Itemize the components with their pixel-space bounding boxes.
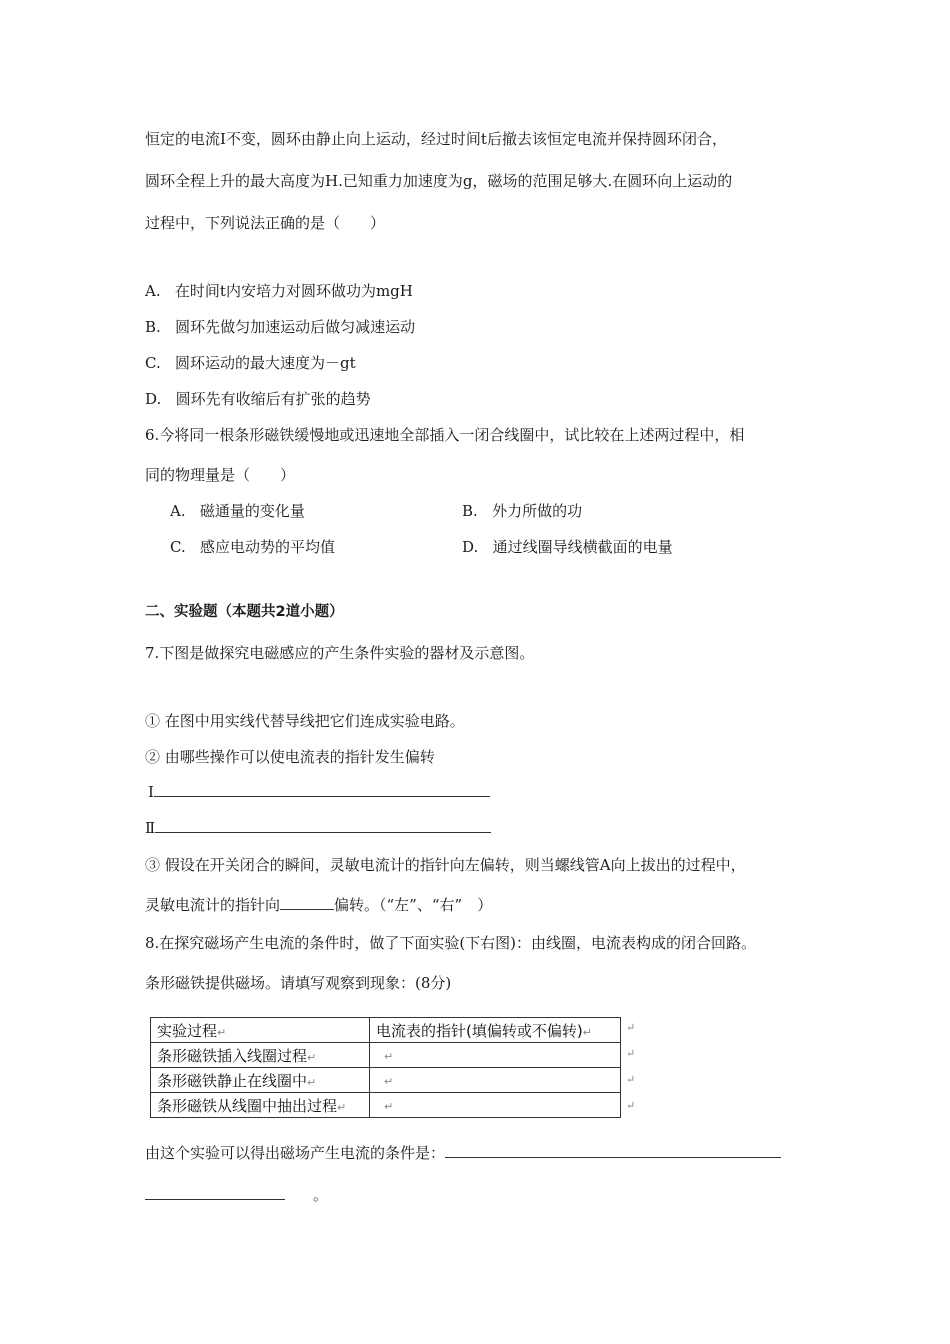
- option-label: B.: [145, 318, 161, 336]
- q5-line-3: 过程中，下列说法正确的是（ ）: [145, 214, 386, 232]
- option-text: 在时间t内安培力对圆环做功为mgH: [174, 282, 413, 300]
- option-label: B.: [462, 502, 478, 520]
- option-label: A.: [145, 282, 161, 300]
- q6-line-2: 同的物理量是（ ）: [145, 466, 296, 484]
- row-end-mark: ↵: [626, 1021, 636, 1034]
- answer-blank[interactable]: [145, 1185, 285, 1200]
- q6-option-c: [170, 536, 335, 557]
- table-answer-cell[interactable]: ↵: [370, 1043, 621, 1068]
- answer-blank[interactable]: [280, 895, 334, 910]
- table-cell: 条形磁铁从线圈中抽出过程↵: [151, 1093, 370, 1118]
- q7-item-1: ① 在图中用实线代替导线把它们连成实验电路。: [145, 712, 465, 730]
- q5-line-2: 圆环全程上升的最大高度为H.已知重力加速度为g，磁场的范围足够大.在圆环向上运动的: [145, 172, 733, 190]
- q5-line-1: 恒定的电流Ⅰ不变，圆环由静止向上运动，经过时间t后撤去该恒定电流并保持圆环闭合，: [145, 130, 727, 148]
- option-label: D.: [145, 390, 162, 408]
- row-end-mark: ↵: [626, 1073, 636, 1086]
- q5-option-c: [145, 352, 356, 373]
- section-heading: 二、实验题（本题共2道小题）: [145, 604, 344, 620]
- option-text: 圆环运动的最大速度为－gt: [175, 354, 356, 372]
- q6-option-b: [462, 500, 582, 521]
- option-label: C.: [145, 354, 161, 372]
- option-label: C.: [170, 538, 186, 556]
- table-row: [151, 1093, 621, 1118]
- row-end-mark: ↵: [626, 1099, 636, 1112]
- blank-label: Ⅱ: [145, 819, 156, 837]
- table-cell: 条形磁铁静止在线圈中↵: [151, 1068, 370, 1093]
- option-text: 磁通量的变化量: [199, 502, 305, 520]
- option-label: A.: [170, 502, 186, 520]
- q6-line-1: 6.今将同一根条形磁铁缓慢地或迅速地全部插入一闭合线圈中，试比较在上述两过程中，相: [145, 426, 745, 444]
- q8-conclusion: [145, 1142, 781, 1163]
- table-answer-cell[interactable]: ↵: [370, 1093, 621, 1118]
- option-label: D.: [462, 538, 479, 556]
- table-row: [151, 1043, 621, 1068]
- q8-line-2: 条形磁铁提供磁场。请填写观察到现象：(8分): [145, 974, 452, 992]
- answer-blank[interactable]: [155, 818, 491, 833]
- q6-option-a: [170, 500, 305, 521]
- table-row: [151, 1068, 621, 1093]
- q5-option-a: [145, 280, 413, 301]
- table-header-row: [151, 1018, 621, 1043]
- row-end-mark: ↵: [626, 1047, 636, 1060]
- q5-option-b: [145, 316, 415, 337]
- q5-option-d: [145, 388, 371, 409]
- answer-blank[interactable]: [445, 1143, 781, 1158]
- blank-label: Ⅰ: [148, 783, 154, 801]
- option-text: 圆环先有收缩后有扩张的趋势: [175, 390, 371, 408]
- q6-option-d: [462, 536, 673, 557]
- table-header-cell: 电流表的指针(填偏转或不偏转)↵: [370, 1018, 621, 1043]
- table-cell: 条形磁铁插入线圈过程↵: [151, 1043, 370, 1068]
- q7-line-1: 7.下图是做探究电磁感应的产生条件实验的器材及示意图。: [145, 644, 535, 662]
- option-text: 圆环先做匀加速运动后做匀减速运动: [175, 318, 416, 336]
- q7-blank-1: [148, 782, 490, 801]
- q7-last-line-b: 偏转。（“左”、“右” ）: [334, 896, 493, 914]
- period-mark: 。: [313, 1186, 329, 1204]
- experiment-table: [150, 1017, 621, 1118]
- q8-conclusion-text: 由这个实验可以得出磁场产生电流的条件是：: [145, 1144, 446, 1162]
- q8-line-1: 8.在探究磁场产生电流的条件时，做了下面实验(下右图)：由线圈，电流表构成的闭合回路。: [145, 934, 757, 952]
- q7-item-3: ③ 假设在开关闭合的瞬间，灵敏电流计的指针向左偏转，则当螺线管A向上拔出的过程中，: [145, 856, 746, 874]
- table-answer-cell[interactable]: ↵: [370, 1068, 621, 1093]
- q7-last-line: [145, 894, 492, 915]
- option-text: 通过线圈导线横截面的电量: [492, 538, 673, 556]
- table-header-cell: 实验过程↵: [151, 1018, 370, 1043]
- answer-blank[interactable]: [154, 782, 490, 797]
- q7-blank-2: [145, 818, 491, 837]
- q7-item-2: ② 由哪些操作可以使电流表的指针发生偏转: [145, 748, 435, 766]
- q8-conclusion-continued: [145, 1184, 328, 1205]
- q7-last-line-a: 灵敏电流计的指针向: [145, 896, 281, 914]
- option-text: 感应电动势的平均值: [200, 538, 336, 556]
- option-text: 外力所做的功: [492, 502, 583, 520]
